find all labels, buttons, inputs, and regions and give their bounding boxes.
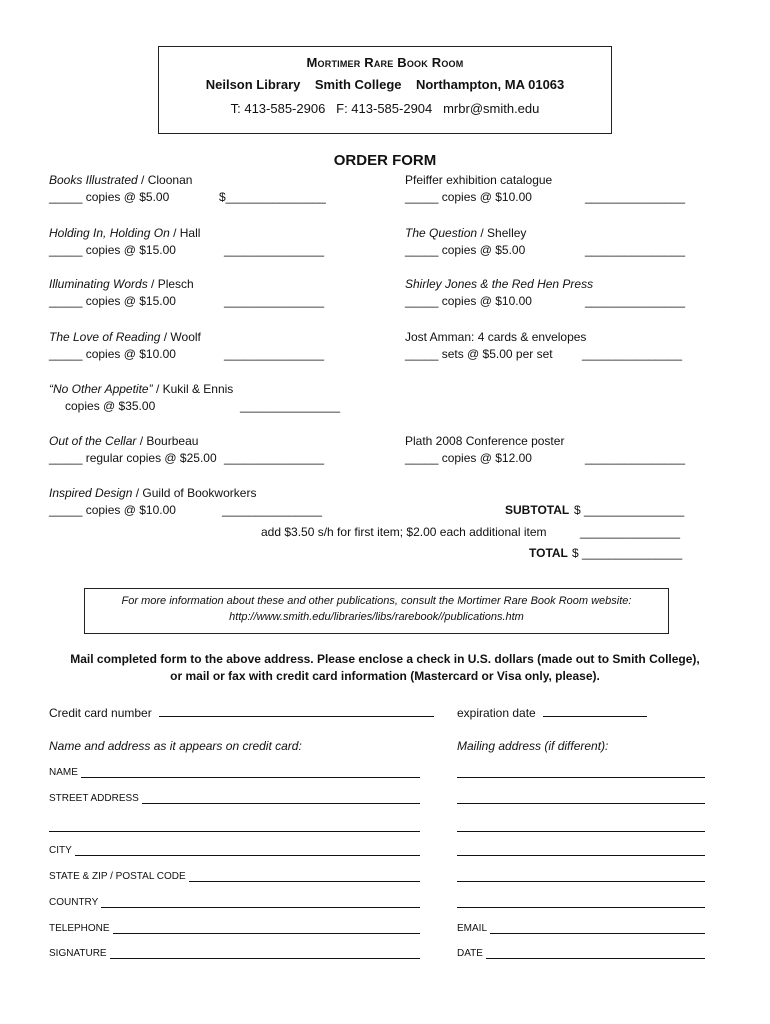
item-total-field[interactable]: _______________ — [224, 243, 325, 257]
address-field-line[interactable] — [113, 922, 420, 934]
item-quantity-field[interactable]: _____ copies @ $15.00 — [49, 294, 176, 308]
address-field-line[interactable] — [486, 947, 705, 959]
info-box — [84, 588, 669, 634]
expiration-field[interactable] — [457, 705, 647, 720]
order-item-title — [49, 277, 194, 291]
item-title: Inspired Design — [49, 486, 133, 500]
item-title: The Love of Reading — [49, 330, 161, 344]
address-field[interactable] — [49, 922, 420, 934]
address-field[interactable] — [49, 947, 420, 959]
address-field-label: EMAIL — [457, 923, 488, 934]
address-field-line[interactable] — [490, 922, 705, 934]
order-item-title — [405, 226, 526, 240]
address-field-line[interactable] — [49, 820, 420, 832]
order-item-title — [405, 330, 586, 344]
item-total-field[interactable]: _______________ — [582, 347, 683, 361]
address-field[interactable] — [49, 792, 420, 804]
item-author: / Cloonan — [137, 173, 193, 187]
item-total-field[interactable]: _______________ — [585, 243, 686, 257]
address-field[interactable] — [457, 922, 705, 934]
address-field[interactable] — [49, 766, 420, 778]
credit-card-line[interactable] — [159, 705, 434, 717]
page-title: ORDER FORM — [333, 152, 437, 169]
item-title: Shirley Jones & the Red Hen Press — [405, 277, 594, 291]
address-field-label: DATE — [457, 948, 483, 959]
address-field-label: TELEPHONE — [49, 923, 110, 934]
item-quantity-field[interactable]: _____ copies @ $10.00 — [49, 503, 176, 517]
address-field-label: NAME — [49, 767, 78, 778]
item-quantity-field[interactable]: _____ regular copies @ $25.00 — [49, 451, 217, 465]
credit-card-label: Credit card number — [49, 706, 152, 720]
item-title: Out of the Cellar — [49, 434, 137, 448]
order-item-title — [405, 434, 564, 448]
total-field[interactable]: $ _______________ — [572, 546, 683, 560]
item-total-field[interactable]: _______________ — [224, 451, 325, 465]
address-field[interactable] — [457, 820, 705, 832]
address-field[interactable] — [49, 844, 420, 856]
order-item-title — [49, 330, 201, 344]
item-title: Illuminating Words — [49, 277, 148, 291]
mail-instructions-2: or mail or fax with credit card information (Mastercard or Visa only, please). — [170, 669, 600, 683]
address-field[interactable] — [457, 766, 705, 778]
item-author: Pfeiffer exhibition catalogue — [405, 173, 553, 187]
order-item-title — [49, 173, 192, 187]
item-total-field[interactable]: _______________ — [585, 294, 686, 308]
item-total-field[interactable]: _______________ — [224, 294, 325, 308]
expiration-label: expiration date — [457, 706, 536, 720]
address-field-line[interactable] — [457, 844, 705, 856]
item-total-field[interactable]: _______________ — [240, 399, 341, 413]
address-field-line[interactable] — [110, 947, 420, 959]
address-field-line[interactable] — [75, 844, 420, 856]
mailing-address-heading: Mailing address (if different): — [457, 739, 609, 753]
total-label: TOTAL — [529, 546, 568, 560]
room-name: Mortimer Rare Book Room — [306, 55, 464, 70]
address-field-label: CITY — [49, 845, 72, 856]
item-author: Jost Amman: 4 cards & envelopes — [405, 330, 587, 344]
address-field[interactable] — [457, 844, 705, 856]
address-field-line[interactable] — [189, 870, 420, 882]
address-field-line[interactable] — [101, 896, 420, 908]
item-author: / Shelley — [477, 226, 527, 240]
address-field[interactable] — [49, 870, 420, 882]
item-quantity-field[interactable]: _____ copies @ $10.00 — [405, 294, 532, 308]
address-field-line[interactable] — [457, 820, 705, 832]
address-field[interactable] — [457, 896, 705, 908]
address-field[interactable] — [457, 870, 705, 882]
item-quantity-field[interactable]: _____ copies @ $10.00 — [49, 347, 176, 361]
address-field-line[interactable] — [81, 766, 420, 778]
library-address: Neilson Library Smith College Northampton, MA 01063 — [205, 77, 565, 92]
item-total-field[interactable]: $_______________ — [219, 190, 326, 204]
item-title: “No Other Appetite” — [49, 382, 153, 396]
address-field-label: COUNTRY — [49, 897, 99, 908]
order-item-title — [49, 382, 233, 396]
subtotal-label: SUBTOTAL — [505, 503, 570, 517]
item-title: The Question — [405, 226, 478, 240]
order-item-title — [49, 486, 256, 500]
item-author: / Kukil & Ennis — [152, 382, 234, 396]
item-author: / Bourbeau — [136, 434, 199, 448]
address-field-label: STREET ADDRESS — [49, 793, 139, 804]
item-quantity-field[interactable]: copies @ $35.00 — [65, 399, 156, 413]
order-item-title — [405, 277, 593, 291]
item-quantity-field[interactable]: _____ copies @ $15.00 — [49, 243, 176, 257]
address-field[interactable] — [49, 896, 420, 908]
item-quantity-field[interactable]: _____ copies @ $5.00 — [405, 243, 526, 257]
header-box — [158, 46, 612, 134]
item-total-field[interactable]: _______________ — [222, 503, 323, 517]
website-link[interactable]: http://www.smith.edu/libraries/libs/rarebook//publications.htm — [229, 611, 524, 623]
shipping-field[interactable]: _______________ — [580, 525, 681, 539]
item-quantity-field[interactable]: _____ copies @ $12.00 — [405, 451, 532, 465]
item-author: / Hall — [169, 226, 201, 240]
address-field-line[interactable] — [457, 896, 705, 908]
item-quantity-field[interactable]: _____ copies @ $10.00 — [405, 190, 532, 204]
name-address-heading: Name and address as it appears on credit card: — [49, 739, 302, 753]
expiration-line[interactable] — [543, 705, 647, 717]
address-field-line[interactable] — [457, 766, 705, 778]
item-author: Plath 2008 Conference poster — [405, 434, 565, 448]
item-title: Books Illustrated — [49, 173, 138, 187]
info-text: For more information about these and other publications, consult the Mortimer Rare Book Room website: — [121, 595, 632, 607]
address-field[interactable] — [457, 947, 705, 959]
order-item-title — [49, 434, 198, 448]
item-author: / Guild of Bookworkers — [132, 486, 257, 500]
contact-info: T: 413-585-2906 F: 413-585-2904 mrbr@smith.edu — [230, 101, 540, 116]
order-item-title — [405, 173, 552, 187]
address-field-line[interactable] — [457, 870, 705, 882]
mail-instructions-1: Mail completed form to the above address. Please enclose a check in U.S. dollars (made out to Smith College), — [70, 652, 700, 666]
item-quantity-field[interactable]: _____ sets @ $5.00 per set — [405, 347, 553, 361]
address-field-label: STATE & ZIP / POSTAL CODE — [49, 871, 186, 882]
shipping-label: add $3.50 s/h for first item; $2.00 each additional item — [261, 525, 547, 539]
address-field-line[interactable] — [142, 792, 420, 804]
subtotal-field[interactable]: $ _______________ — [574, 503, 685, 517]
item-total-field[interactable]: _______________ — [585, 190, 686, 204]
item-total-field[interactable]: _______________ — [224, 347, 325, 361]
order-item-title — [49, 226, 200, 240]
item-author: / Woolf — [160, 330, 201, 344]
address-field-label: SIGNATURE — [49, 948, 107, 959]
item-quantity-field[interactable]: _____ copies @ $5.00 — [49, 190, 170, 204]
item-author: / Plesch — [147, 277, 194, 291]
address-field[interactable] — [49, 820, 420, 832]
address-field[interactable] — [457, 792, 705, 804]
item-title: Holding In, Holding On — [49, 226, 170, 240]
item-total-field[interactable]: _______________ — [585, 451, 686, 465]
address-field-line[interactable] — [457, 792, 705, 804]
credit-card-field[interactable] — [49, 705, 434, 720]
